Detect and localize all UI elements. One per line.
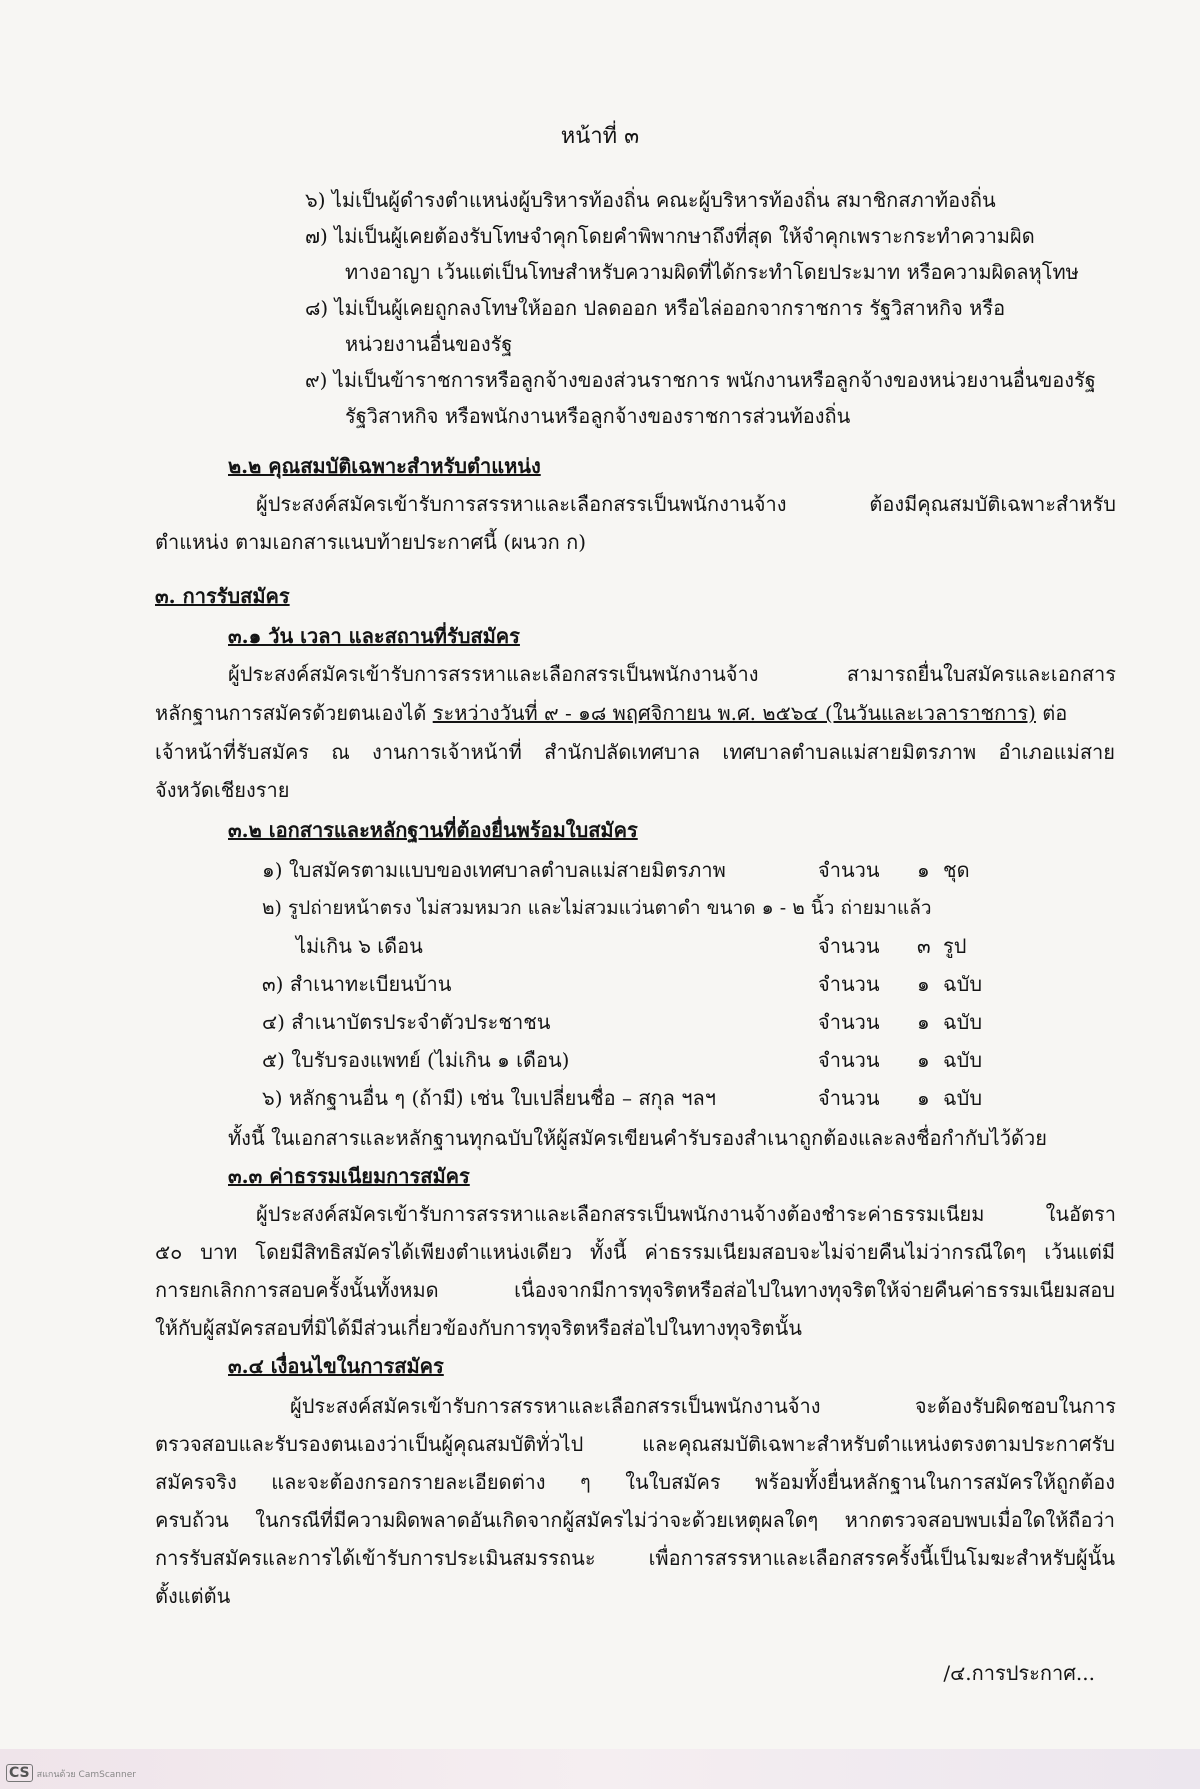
section-heading: ๓.๔ เงื่อนไขในการสมัคร <box>228 1354 444 1378</box>
paragraph-line: การรับสมัครและการได้เข้ารับการประเมินสมรรถนะ เพื่อการสรรหาและเลือกสรรครั้งนี้เป็นโมฆะสำหรับผู้นั้น <box>155 1546 1115 1570</box>
qualification-item: ๖) ไม่เป็นผู้ดำรงตำแหน่งผู้บริหารท้องถิ่น คณะผู้บริหารท้องถิ่น สมาชิกสภาท้องถิ่น <box>305 188 996 212</box>
document-item-text: ๔) สำเนาบัตรประจำตัวประชาชน <box>262 1010 551 1034</box>
document-item-text: ๑) ใบสมัครตามแบบของเทศบาลตำบลแม่สายมิตรภาพ <box>262 858 726 882</box>
document-item-text: ๒) รูปถ่ายหน้าตรง ไม่สวมหมวก และไม่สวมแว่นตาดำ ขนาด ๑ - ๒ นิ้ว ถ่ายมาแล้ว <box>262 897 932 919</box>
document-item-label: จำนวน <box>818 858 880 882</box>
document-item-unit: ฉบับ <box>943 1048 983 1072</box>
document-item-label: จำนวน <box>818 934 880 958</box>
document-item-unit: ชุด <box>943 858 970 882</box>
section-heading: ๒.๒ คุณสมบัติเฉพาะสำหรับตำแหน่ง <box>228 454 541 478</box>
document-item-qty: ๑ <box>917 1086 930 1110</box>
section-heading: ๓.๑ วัน เวลา และสถานที่รับสมัคร <box>228 624 520 648</box>
qualification-item: ๙) ไม่เป็นข้าราชการหรือลูกจ้างของส่วนราชการ พนักงานหรือลูกจ้างของหน่วยงานอื่นของรัฐ <box>305 368 1096 392</box>
document-item-qty: ๑ <box>917 1010 930 1034</box>
paragraph-line: สมัครจริง และจะต้องกรอกรายละเอียดต่าง ๆ ในใบสมัคร พร้อมทั้งยื่นหลักฐานในการสมัครให้ถูกต้อง <box>155 1470 1115 1494</box>
text-span: หลักฐานการสมัครด้วยตนเองได้ <box>155 701 427 725</box>
paragraph-line: ผู้ประสงค์สมัครเข้ารับการสรรหาและเลือกสรรเป็นพนักงานจ้าง จะต้องรับผิดชอบในการ <box>290 1394 1116 1418</box>
document-item-qty: ๑ <box>917 1048 930 1072</box>
paragraph-line: จังหวัดเชียงราย <box>155 778 290 802</box>
qualification-item: ทางอาญา เว้นแต่เป็นโทษสำหรับความผิดที่ได้กระทำโดยประมาท หรือความผิดลหุโทษ <box>345 260 1079 284</box>
document-item-qty: ๑ <box>917 972 930 996</box>
document-item-unit: ฉบับ <box>943 1086 983 1110</box>
document-item-text: ไม่เกิน ๖ เดือน <box>296 934 423 958</box>
camscanner-text: สแกนด้วย CamScanner <box>36 1770 136 1780</box>
document-item-label: จำนวน <box>818 972 880 996</box>
qualification-item: ๘) ไม่เป็นผู้เคยถูกลงโทษให้ออก ปลดออก หรือไล่ออกจากราชการ รัฐวิสาหกิจ หรือ <box>305 296 1006 320</box>
paragraph-line: ตรวจสอบและรับรองตนเองว่าเป็นผู้คุณสมบัติทั่วไป และคุณสมบัติเฉพาะสำหรับตำแหน่งตรงตามประกาศรับ <box>155 1432 1115 1456</box>
paragraph-line: ทั้งนี้ ในเอกสารและหลักฐานทุกฉบับให้ผู้สมัครเขียนคำรับรองสำเนาถูกต้องและลงชื่อกำกับไว้ด้วย <box>228 1126 1047 1150</box>
document-item-qty: ๓ <box>917 934 931 958</box>
qualification-item: รัฐวิสาหกิจ หรือพนักงานหรือลูกจ้างของราชการส่วนท้องถิ่น <box>345 404 851 428</box>
paragraph-line: การยกเลิกการสอบครั้งนั้นทั้งหมด เนื่องจากมีการทุจริตหรือส่อไปในทางทุจริตให้จ่ายคืนค่าธรรมเนียมสอบ <box>155 1278 1115 1302</box>
paragraph-line: ตำแหน่ง ตามเอกสารแนบท้ายประกาศนี้ (ผนวก ก) <box>155 530 587 554</box>
section-heading: ๓.๓ ค่าธรรมเนียมการสมัคร <box>228 1164 470 1188</box>
paragraph-line: ให้กับผู้สมัครสอบที่มิได้มีส่วนเกี่ยวข้องกับการทุจริตหรือส่อไปในทางทุจริตนั้น <box>155 1316 802 1340</box>
document-item-unit: รูป <box>943 934 967 958</box>
qualification-item: ๗) ไม่เป็นผู้เคยต้องรับโทษจำคุกโดยคำพิพากษาถึงที่สุด ให้จำคุกเพราะกระทำความผิด <box>305 224 1035 248</box>
page-number: หน้าที่ ๓ <box>560 124 640 149</box>
camscanner-watermark <box>6 1762 136 1781</box>
section-heading: ๓. การรับสมัคร <box>155 584 290 608</box>
document-item-text: ๖) หลักฐานอื่น ๆ (ถ้ามี) เช่น ใบเปลี่ยนชื่อ – สกุล ฯลฯ <box>262 1086 716 1110</box>
paragraph-line: ตั้งแต่ต้น <box>155 1584 231 1608</box>
next-page-reference: /๔.การประกาศ... <box>943 1661 1095 1685</box>
paragraph-line <box>155 699 1067 727</box>
document-item-unit: ฉบับ <box>943 1010 983 1034</box>
application-period: ระหว่างวันที่ ๙ - ๑๘ พฤศจิกายน พ.ศ. ๒๕๖๔ (ในวันและเวลาราชการ) <box>432 701 1036 725</box>
section-heading: ๓.๒ เอกสารและหลักฐานที่ต้องยื่นพร้อมใบสมัคร <box>228 818 638 842</box>
paragraph-line: เจ้าหน้าที่รับสมัคร ณ งานการเจ้าหน้าที่ สำนักปลัดเทศบาล เทศบาลตำบลแม่สายมิตรภาพ อำเภอแม่สาย <box>155 740 1115 764</box>
paragraph-line: ผู้ประสงค์สมัครเข้ารับการสรรหาและเลือกสรรเป็นพนักงานจ้างต้องชำระค่าธรรมเนียม ในอัตรา <box>256 1202 1116 1226</box>
document-item-text: ๓) สำเนาทะเบียนบ้าน <box>262 972 452 996</box>
paragraph-line: ผู้ประสงค์สมัครเข้ารับการสรรหาและเลือกสรรเป็นพนักงานจ้าง สามารถยื่นใบสมัครและเอกสาร <box>228 662 1116 686</box>
document-item-label: จำนวน <box>818 1010 880 1034</box>
text-span: ต่อ <box>1042 701 1068 725</box>
scan-footer <box>0 1749 1200 1789</box>
camscanner-logo: CS <box>6 1764 33 1782</box>
paragraph-line: ผู้ประสงค์สมัครเข้ารับการสรรหาและเลือกสรรเป็นพนักงานจ้าง ต้องมีคุณสมบัติเฉพาะสำหรับ <box>256 492 1116 516</box>
document-item-qty: ๑ <box>917 858 930 882</box>
document-item-unit: ฉบับ <box>943 972 983 996</box>
paragraph-line: ๕๐ บาท โดยมีสิทธิสมัครได้เพียงตำแหน่งเดียว ทั้งนี้ ค่าธรรมเนียมสอบจะไม่จ่ายคืนไม่ว่ากรณีใดๆ เว้นแต่มี <box>155 1240 1115 1264</box>
document-item-label: จำนวน <box>818 1048 880 1072</box>
qualification-item: หน่วยงานอื่นของรัฐ <box>345 332 513 356</box>
document-item-text: ๕) ใบรับรองแพทย์ (ไม่เกิน ๑ เดือน) <box>262 1048 570 1072</box>
document-item-label: จำนวน <box>818 1086 880 1110</box>
paragraph-line: ครบถ้วน ในกรณีที่มีความผิดพลาดอันเกิดจากผู้สมัครไม่ว่าจะด้วยเหตุผลใดๆ หากตรวจสอบพบเมื่อใดให้ถือว่า <box>155 1508 1115 1532</box>
